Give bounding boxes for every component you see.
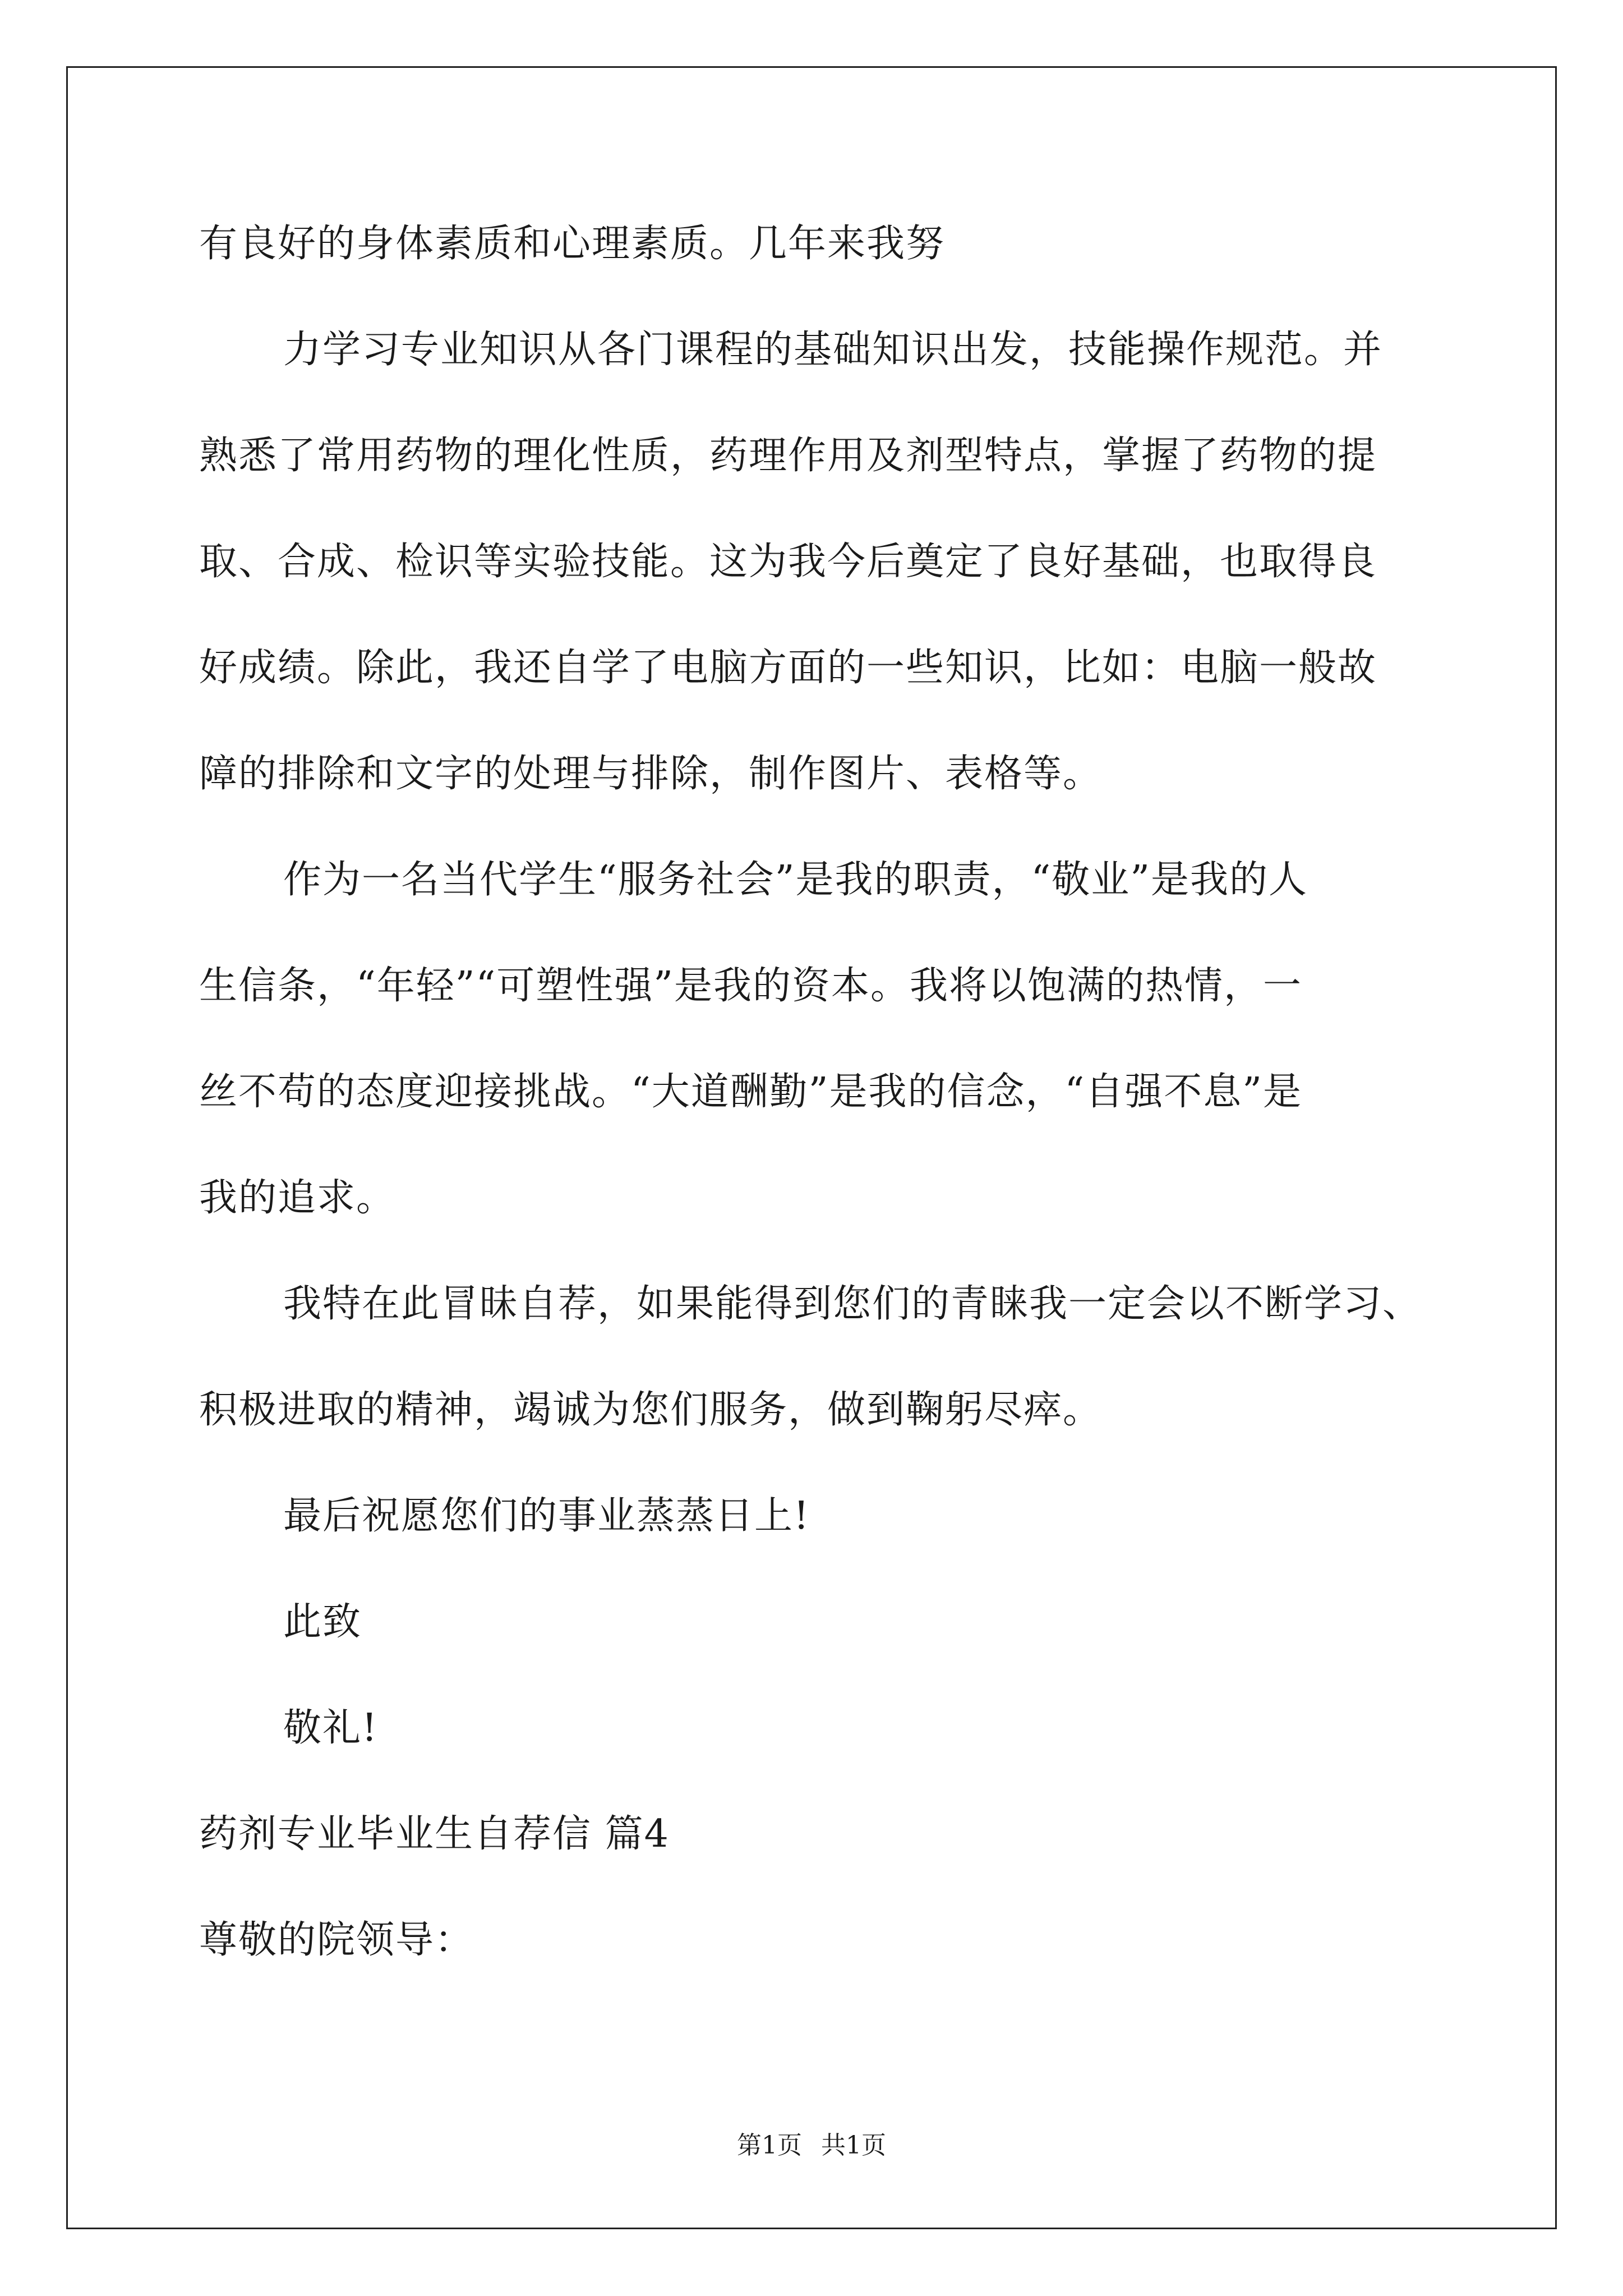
text-line: 好成绩。除此，我还自学了电脑方面的一些知识，比如：电脑一般故 xyxy=(199,646,1377,690)
text-line: 丝不苟的态度迎接挑战。“大道酬勤”是我的信念，“自强不息”是 xyxy=(199,1070,1303,1114)
text-line: 敬礼! xyxy=(283,1706,379,1750)
text-line: 我特在此冒昧自荐，如果能得到您们的青睐我一定会以不断学习、 xyxy=(283,1282,1422,1326)
text-line: 取、合成、检识等实验技能。这为我今后奠定了良好基础，也取得良 xyxy=(199,540,1377,584)
section-heading: 药剂专业毕业生自荐信 篇4 xyxy=(199,1812,670,1856)
text-line: 有良好的身体素质和心理素质。几年来我努 xyxy=(199,222,946,266)
text-line: 障的排除和文字的处理与排除，制作图片、表格等。 xyxy=(199,752,1103,796)
text-line: 最后祝愿您们的事业蒸蒸日上! xyxy=(283,1494,810,1538)
text-line: 生信条，“年轻”“可塑性强”是我的资本。我将以饱满的热情，一 xyxy=(199,964,1303,1008)
text-line: 力学习专业知识从各门课程的基础知识出发，技能操作规范。并 xyxy=(283,328,1383,372)
text-line: 作为一名当代学生“服务社会”是我的职责，“敬业”是我的人 xyxy=(283,858,1308,902)
text-line: 积极进取的精神，竭诚为您们服务，做到鞠躬尽瘁。 xyxy=(199,1388,1103,1432)
salutation: 尊敬的院领导： xyxy=(199,1918,474,1962)
text-line: 我的追求。 xyxy=(199,1176,396,1220)
text-line: 此致 xyxy=(283,1600,362,1644)
page-footer: 第1页 共1页 xyxy=(737,2131,886,2160)
text-line: 熟悉了常用药物的理化性质，药理作用及剂型特点，掌握了药物的提 xyxy=(199,434,1377,478)
document-body xyxy=(199,210,1472,2013)
